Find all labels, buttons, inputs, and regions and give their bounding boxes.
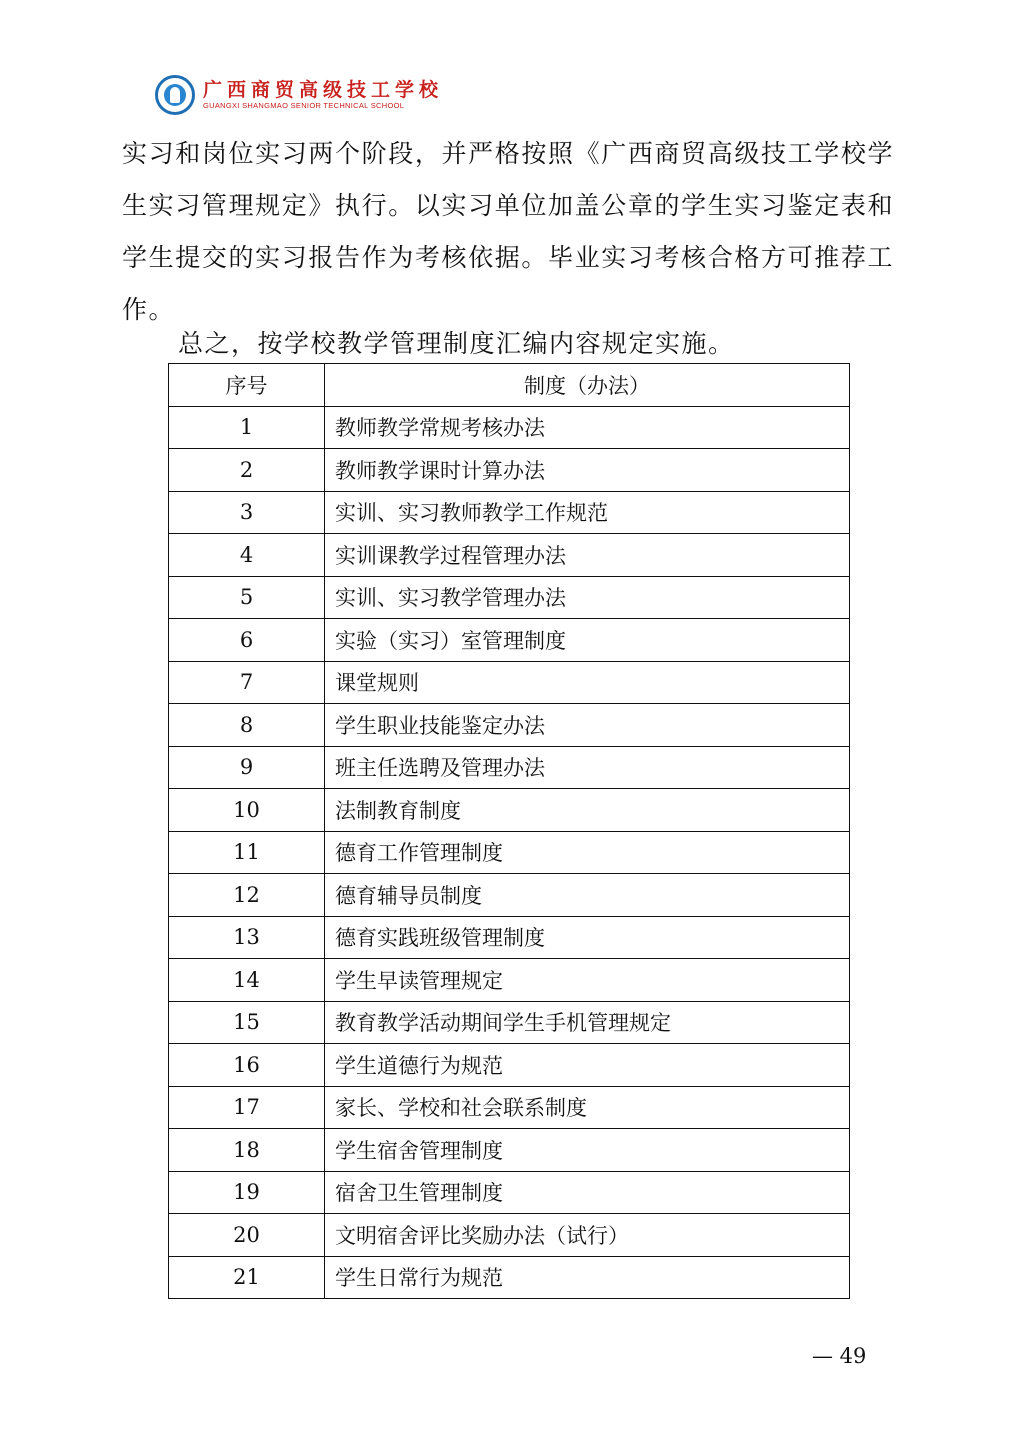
table-row bbox=[169, 746, 850, 789]
row-regulation: 教师教学课时计算办法 bbox=[325, 449, 850, 492]
row-index: 1 bbox=[169, 406, 325, 449]
row-index: 18 bbox=[169, 1129, 325, 1172]
row-index: 9 bbox=[169, 746, 325, 789]
row-regulation: 课堂规则 bbox=[325, 661, 850, 704]
school-name-en: GUANGXI SHANGMAO SENIOR TECHNICAL SCHOOL bbox=[203, 101, 405, 110]
row-regulation: 班主任选聘及管理办法 bbox=[325, 746, 850, 789]
row-index: 11 bbox=[169, 831, 325, 874]
table-header-row bbox=[169, 364, 850, 407]
row-regulation: 教师教学常规考核办法 bbox=[325, 406, 850, 449]
table-row bbox=[169, 1171, 850, 1214]
table-row bbox=[169, 491, 850, 534]
row-regulation: 德育辅导员制度 bbox=[325, 874, 850, 917]
table-row bbox=[169, 1256, 850, 1299]
row-index: 17 bbox=[169, 1086, 325, 1129]
table-row bbox=[169, 1086, 850, 1129]
row-regulation: 德育工作管理制度 bbox=[325, 831, 850, 874]
header-index: 序号 bbox=[169, 364, 325, 407]
page-number: — 49 bbox=[812, 1344, 867, 1368]
row-index: 12 bbox=[169, 874, 325, 917]
row-regulation: 教育教学活动期间学生手机管理规定 bbox=[325, 1001, 850, 1044]
row-index: 2 bbox=[169, 449, 325, 492]
row-regulation: 实训、实习教学管理办法 bbox=[325, 576, 850, 619]
table-row bbox=[169, 1001, 850, 1044]
table-row bbox=[169, 1044, 850, 1087]
row-regulation: 学生早读管理规定 bbox=[325, 959, 850, 1002]
table-row bbox=[169, 449, 850, 492]
row-regulation: 实验（实习）室管理制度 bbox=[325, 619, 850, 662]
row-index: 4 bbox=[169, 534, 325, 577]
row-regulation: 学生职业技能鉴定办法 bbox=[325, 704, 850, 747]
row-index: 8 bbox=[169, 704, 325, 747]
row-index: 7 bbox=[169, 661, 325, 704]
row-index: 6 bbox=[169, 619, 325, 662]
body-paragraph: 实习和岗位实习两个阶段，并严格按照《广西商贸高级技工学校学生实习管理规定》执行。以实习单位加盖公章的学生实习鉴定表和学生提交的实习报告作为考核依据。毕业实习考核合格方可推荐工作。 bbox=[122, 139, 894, 324]
table-row bbox=[169, 1129, 850, 1172]
table-row bbox=[169, 406, 850, 449]
row-regulation: 学生宿舍管理制度 bbox=[325, 1129, 850, 1172]
row-regulation: 宿舍卫生管理制度 bbox=[325, 1171, 850, 1214]
summary-line: 总之，按学校教学管理制度汇编内容规定实施。 bbox=[178, 329, 735, 358]
table-row bbox=[169, 619, 850, 662]
table-row bbox=[169, 704, 850, 747]
row-index: 14 bbox=[169, 959, 325, 1002]
row-index: 19 bbox=[169, 1171, 325, 1214]
row-regulation: 德育实践班级管理制度 bbox=[325, 916, 850, 959]
regulations-table bbox=[168, 363, 850, 1299]
table-row bbox=[169, 959, 850, 1002]
table-row bbox=[169, 916, 850, 959]
school-logo-icon bbox=[155, 75, 195, 115]
table-row bbox=[169, 576, 850, 619]
table-row bbox=[169, 789, 850, 832]
school-header bbox=[155, 70, 443, 120]
table-row bbox=[169, 534, 850, 577]
row-index: 5 bbox=[169, 576, 325, 619]
school-brand bbox=[203, 79, 443, 111]
table-row bbox=[169, 831, 850, 874]
row-regulation: 学生日常行为规范 bbox=[325, 1256, 850, 1299]
header-regulation: 制度（办法） bbox=[325, 364, 850, 407]
row-index: 20 bbox=[169, 1214, 325, 1257]
row-regulation: 家长、学校和社会联系制度 bbox=[325, 1086, 850, 1129]
row-regulation: 法制教育制度 bbox=[325, 789, 850, 832]
row-regulation: 实训课教学过程管理办法 bbox=[325, 534, 850, 577]
table-row bbox=[169, 661, 850, 704]
school-name-cn: 广西商贸高级技工学校 bbox=[203, 79, 444, 101]
row-regulation: 文明宿舍评比奖励办法（试行） bbox=[325, 1214, 850, 1257]
table-row bbox=[169, 1214, 850, 1257]
row-index: 3 bbox=[169, 491, 325, 534]
table-row bbox=[169, 874, 850, 917]
row-index: 10 bbox=[169, 789, 325, 832]
row-index: 21 bbox=[169, 1256, 325, 1299]
row-regulation: 实训、实习教师教学工作规范 bbox=[325, 491, 850, 534]
row-index: 16 bbox=[169, 1044, 325, 1087]
row-regulation: 学生道德行为规范 bbox=[325, 1044, 850, 1087]
row-index: 15 bbox=[169, 1001, 325, 1044]
row-index: 13 bbox=[169, 916, 325, 959]
table-body bbox=[169, 406, 850, 1299]
